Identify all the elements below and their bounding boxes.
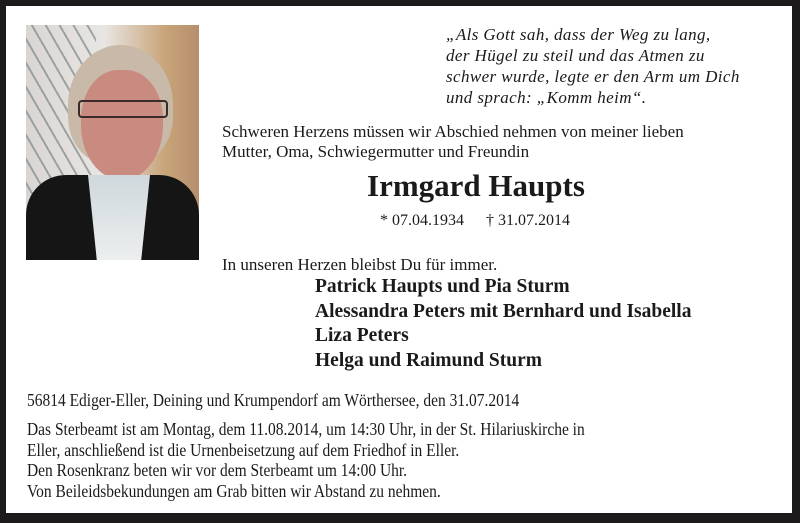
- detail-line: Den Rosenkranz beten wir vor dem Sterbeamt um 14:00 Uhr.: [27, 460, 408, 480]
- detail-line: Von Beileidsbekundungen am Grab bitten wir Abstand zu nehmen.: [27, 480, 441, 501]
- mourner: Liza Peters: [315, 325, 409, 346]
- collar: [88, 175, 150, 260]
- quote-line: und sprach: „Komm heim“.: [446, 88, 647, 107]
- quote-line: schwer wurde, legte er den Arm um Dich: [446, 67, 740, 86]
- portrait-photo: [26, 25, 199, 260]
- funeral-details: [27, 419, 585, 501]
- death-date: † 31.07.2014: [486, 212, 570, 229]
- intro-line: Mutter, Oma, Schwiegermutter und Freundin: [222, 142, 530, 161]
- mourner: Alessandra Peters mit Bernhard und Isabella: [315, 300, 692, 322]
- farewell-text: In unseren Herzen bleibst Du für immer.: [222, 255, 498, 274]
- mourner: Patrick Haupts und Pia Sturm: [315, 276, 570, 297]
- life-dates: [380, 212, 592, 230]
- detail-line: Das Sterbeamt ist am Montag, dem 11.08.2014, um 14:30 Uhr, in der St. Hilariuskirche in: [27, 419, 585, 439]
- detail-line: Eller, anschließend ist die Urnenbeisetzung auf dem Friedhof in Eller.: [27, 439, 460, 460]
- quote-line: „Als Gott sah, dass der Weg zu lang,: [446, 25, 711, 44]
- place-date: 56814 Ediger-Eller, Deining und Krumpendorf am Wörthersee, den 31.07.2014: [27, 390, 520, 410]
- deceased-name: Irmgard Haupts: [367, 168, 585, 203]
- intro-line: Schweren Herzens müssen wir Abschied nehmen von meiner lieben: [222, 122, 684, 141]
- glasses: [78, 100, 168, 118]
- mourners-list: [315, 275, 691, 373]
- mourner: Helga und Raimund Sturm: [315, 349, 543, 371]
- birth-date: * 07.04.1934: [380, 212, 464, 229]
- intro-text: [222, 122, 684, 162]
- quote: [446, 24, 740, 108]
- quote-line: der Hügel zu steil und das Atmen zu: [446, 46, 705, 65]
- face: [81, 70, 163, 180]
